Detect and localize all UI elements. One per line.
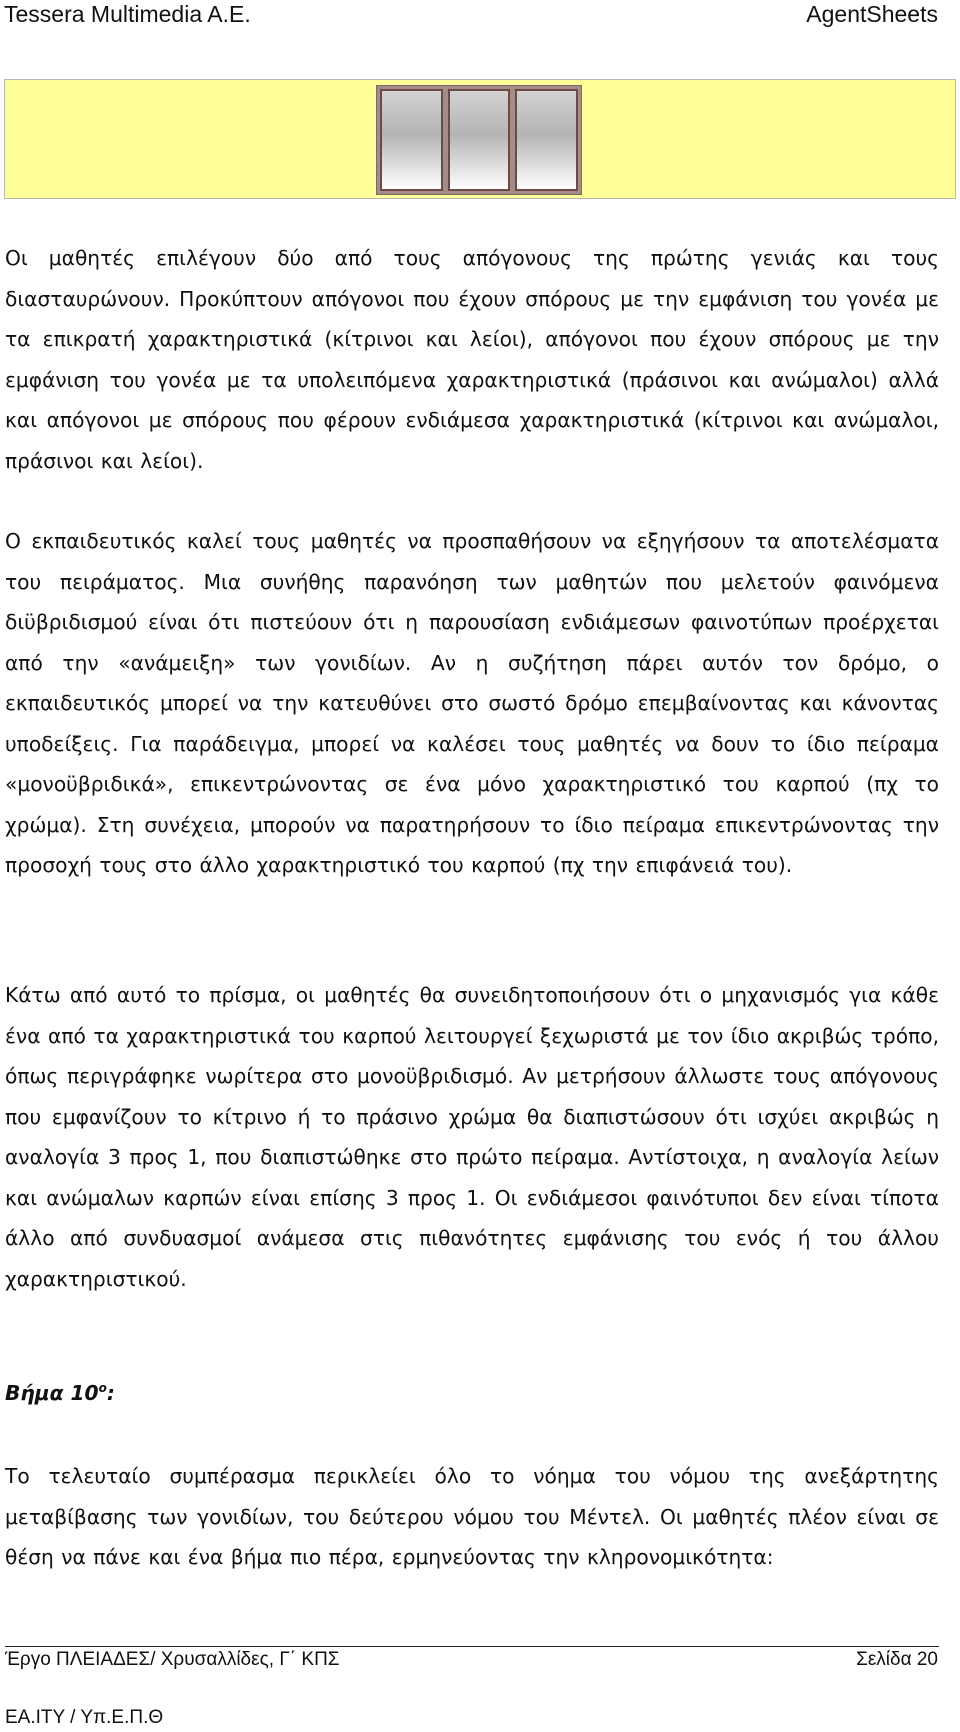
window-pane-left [380, 89, 443, 191]
footer-institution: ΕΑ.ΙΤΥ / Υπ.Ε.Π.Θ [5, 1707, 164, 1728]
step-colon: : [106, 1381, 115, 1405]
paragraph-ratio-conclusion: Κάτω από αυτό το πρίσμα, οι μαθητές θα συνειδητοποιήσουν ότι ο μηχανισμός για κάθε ένα από τα χαρακτηριστικά του καρπού λειτουργεί ξεχωριστά με τον ίδιο ακριβώς τρόπο, όπως περιγράφηκε νωρίτερα στο μονοϋβριδισμό. Αν μετρήσουν άλλωστε τους απόγονους που εμφανίζουν το κίτρινο ή το πράσινο χρώμα θα διαπιστώσουν ότι ισχύει ακριβώς η αναλογία 3 προς 1, που διαπιστώθηκε στο πρώτο πείραμα. Αντίστοιχα, η αναλογία λείων και ανώμαλων καρπών είναι επίσης 3 προς 1. Οι ενδιάμεσοι φαινότυποι δεν είναι τίποτα άλλο από συνδυασμοί ανάμεσα στις πιθανότητες εμφάνισης του ενός ή του άλλου χαρακτηριστικού. [5, 983, 939, 1291]
header-organization: Tessera Multimedia A.E. [4, 1, 251, 27]
window-icon [376, 85, 582, 195]
window-pane-middle [448, 89, 511, 191]
window-pane-right [515, 89, 578, 191]
paragraph-offspring: Οι μαθητές επιλέγουν δύο από τους απόγονους της πρώτης γενιάς και τους διασταυρώνουν. Προκύπτουν απόγονοι που έχουν σπόρους με την εμφάνιση του γονέα με τα επικρατή χαρακτηριστικά (κίτρινοι και λείοι), απόγονοι που έχουν σπόρους με την εμφάνιση του γονέα με τα υπολειπόμενα χαρακτηριστικά (πράσινοι και ανώμαλοι) αλλά και απόγονοι με σπόρους που φέρουν ενδιάμεσα χαρακτηριστικά (κίτρινοι και ανώμαλοι, πράσινοι και λείοι). [5, 246, 939, 473]
step-ordinal: ο [98, 1381, 107, 1395]
header-product: AgentSheets [806, 1, 938, 27]
footer-project: Έργο ΠΛΕΙΑΔΕΣ/ Χρυσαλλίδες, Γ΄ ΚΠΣ [5, 1649, 340, 1670]
page-number: Σελίδα 20 [856, 1649, 938, 1670]
paragraph-final-conclusion: Το τελευταίο συμπέρασμα περικλείει όλο το νόημα του νόμου της ανεξάρτητης μεταβίβασης των γονιδίων, του δεύτερου νόμου του Μέντελ. Οι μαθητές πλέον είναι σε θέση να πάνε και ένα βήμα πιο πέρα, ερμηνεύοντας την κληρονομικότητα: [5, 1464, 939, 1569]
step-heading [5, 1368, 115, 1413]
paragraph-teacher-discussion: Ο εκπαιδευτικός καλεί τους μαθητές να προσπαθήσουν να εξηγήσουν τα αποτελέσματα του πειράματος. Μια συνήθης παρανόηση των μαθητών που μελετούν φαινόμενα διϋβριδισμού είναι ότι πιστεύουν ότι η παρουσίαση ενδιάμεσων φαινοτύπων προέρχεται από την «ανάμειξη» των γονιδίων. Αν η συζήτηση πάρει αυτόν τον δρόμο, ο εκπαιδευτικός μπορεί να την κατευθύνει στο σωστό δρόμο επεμβαίνοντας και κάνοντας υποδείξεις. Για παράδειγμα, μπορεί να καλέσει τους μαθητές να δουν το ίδιο πείραμα «μονοϋβριδικά», επικεντρώνοντας σε ένα μόνο χαρακτηριστικό του καρπού (πχ το χρώμα). Στη συνέχεια, μπορούν να παρατηρήσουν το ίδιο πείραμα επικεντρώνοντας την προσοχή τους στο άλλο χαρακτηριστικό του καρπού (πχ την επιφάνειά του). [5, 529, 939, 877]
footer-divider [5, 1646, 939, 1647]
step-label: Βήμα 10 [5, 1381, 99, 1405]
